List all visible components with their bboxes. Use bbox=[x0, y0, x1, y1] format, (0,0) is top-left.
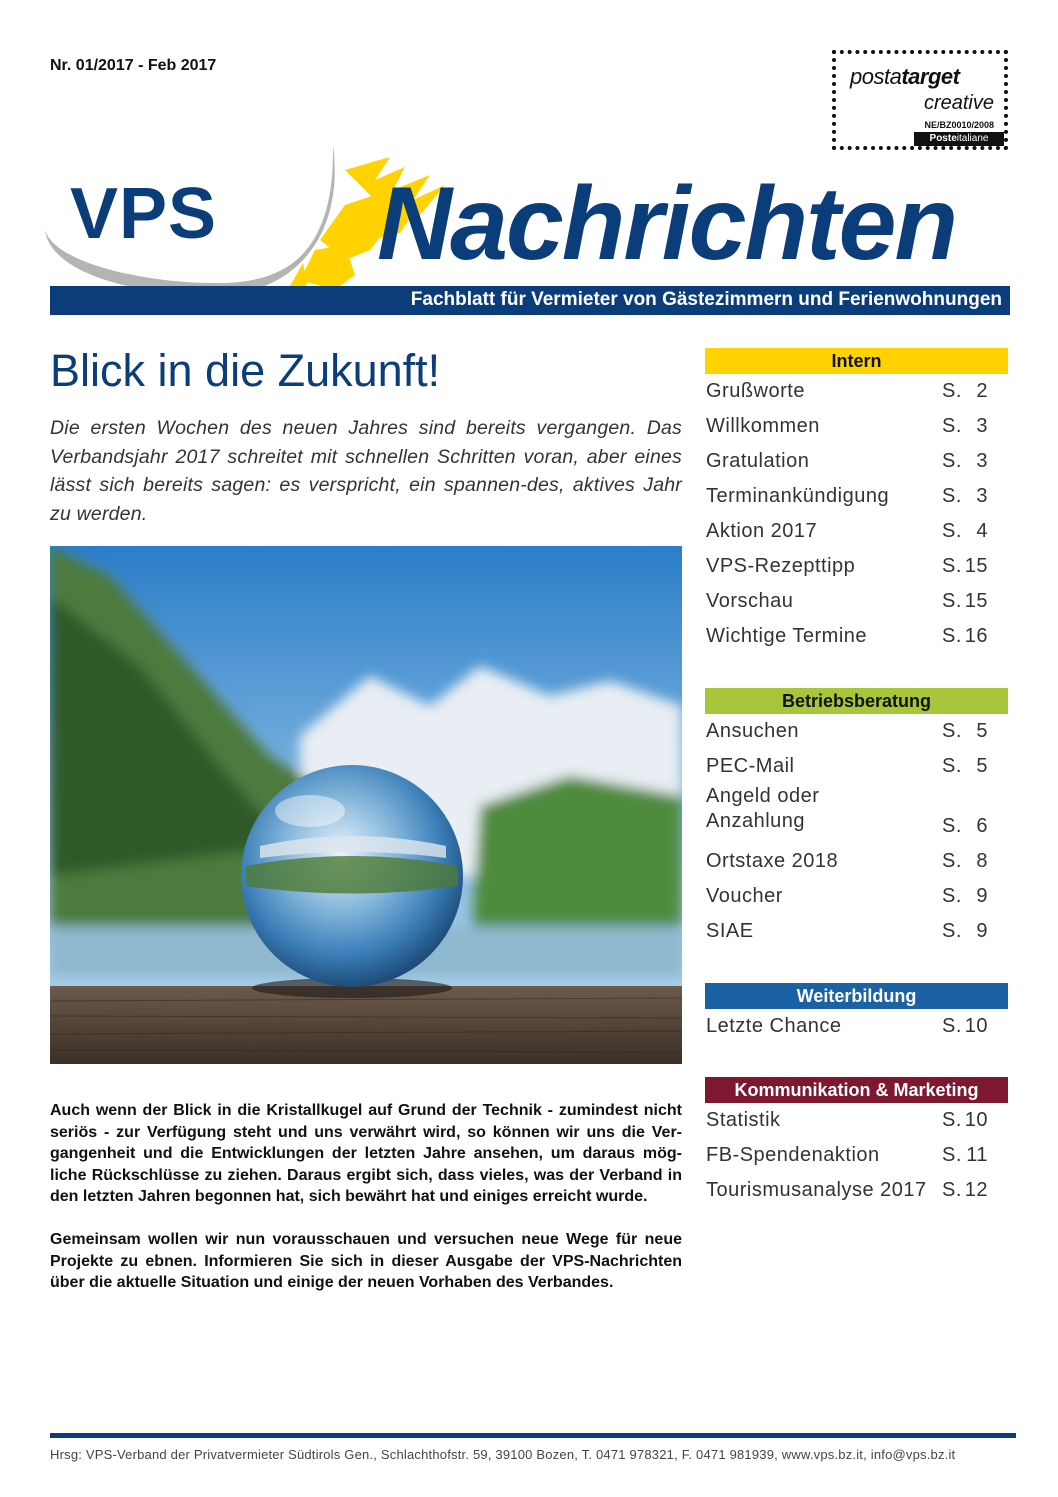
toc-section-betriebsberatung bbox=[705, 688, 1008, 949]
toc-item[interactable]: Ansuchen S. 5 bbox=[706, 720, 988, 742]
toc-item[interactable]: Grußworte S. 2 bbox=[706, 380, 988, 402]
footer-publisher: Hrsg: VPS-Verband der Privatvermieter Südtirols Gen., Schlachthofstr. 59, 39100 Bozen, T. 0471 978321, F. 0471 981939, www.vps.bz.it, info@vps.bz.it bbox=[50, 1447, 956, 1462]
toc-item[interactable]: FB-Spendenaktion S. 11 bbox=[706, 1144, 988, 1166]
toc-item[interactable]: SIAE S. 9 bbox=[706, 920, 988, 942]
toc-item[interactable]: Angeld oder Anzahlung S. 6 bbox=[706, 785, 988, 837]
masthead-title: Nachrichten bbox=[377, 166, 957, 282]
stamp-footer: Posteitaliane bbox=[914, 132, 1004, 146]
toc-item[interactable]: Wichtige Termine S. 16 bbox=[706, 625, 988, 647]
article-paragraph-2: Gemeinsam wollen wir nun vorausschauen und versuchen neue Wege für neue Projekte zu ebnen. Informieren Sie sich in dieser Ausgabe der VPS-Nachrichten über die aktuelle Situation und einige der neuen Vorhaben des Verbandes. bbox=[50, 1231, 682, 1291]
toc-item[interactable]: Gratulation S. 3 bbox=[706, 450, 988, 472]
toc-item[interactable]: PEC-Mail S. 5 bbox=[706, 755, 988, 777]
stamp-code: NE/BZ0010/2008 bbox=[924, 120, 994, 130]
toc-heading-betriebsberatung: Betriebsberatung bbox=[705, 688, 1008, 714]
toc-item[interactable]: Vorschau S. 15 bbox=[706, 590, 988, 612]
toc-heading-intern: Intern bbox=[705, 348, 1008, 374]
article-paragraph-1: Auch wenn der Blick in die Kristallkugel auf Grund der Technik - zumindest nicht seriös - zur Verfügung steht und uns verwährt wird, so können wir uns die Ver-gangenheit und die Entwicklungen der letzten Jahre ansehen, um daraus mög-liche Rückschlüsse zu ziehen. Daraus ergibt sich, dass vieles, was der Verband in den letzten Jahren begonnen hat, sich bewährt hat und einiges erreicht wurde. bbox=[50, 1102, 682, 1205]
toc-item[interactable]: Voucher S. 9 bbox=[706, 885, 988, 907]
footer-divider bbox=[50, 1433, 1016, 1438]
stamp-brand: postatarget bbox=[850, 64, 960, 89]
masthead bbox=[45, 145, 1010, 320]
vps-logo: VPS bbox=[70, 174, 218, 254]
article-headline: Blick in die Zukunft! bbox=[50, 345, 441, 396]
masthead-bar bbox=[50, 286, 1010, 315]
masthead-subtitle: Fachblatt für Vermieter von Gästezimmern und Ferienwohnungen bbox=[410, 289, 1002, 310]
toc-item[interactable]: VPS-Rezepttipp S. 15 bbox=[706, 555, 988, 577]
toc-section-kommunikation bbox=[705, 1077, 1008, 1208]
toc-item[interactable]: Letzte Chance S. 10 bbox=[706, 1015, 988, 1037]
toc-item[interactable]: Ortstaxe 2018 S. 8 bbox=[706, 850, 988, 872]
crystal-ball-photo bbox=[50, 546, 682, 1064]
toc-heading-kommunikation: Kommunikation & Marketing bbox=[705, 1077, 1008, 1103]
issue-number: Nr. 01/2017 - Feb 2017 bbox=[50, 57, 217, 74]
article-lead: Die ersten Wochen des neuen Jahres sind bereits vergangen. Das Verbandsjahr 2017 schreitet mit schnellen Schritten voran, aber eines lässt sich bereits sagen: es verspricht, ein spannen-des, aktives Jahr zu werden. bbox=[50, 417, 682, 525]
toc-section-intern bbox=[705, 348, 1008, 654]
toc-item[interactable]: Tourismusanalyse 2017 S. 12 bbox=[706, 1179, 988, 1201]
stamp-sub: creative bbox=[923, 92, 994, 114]
toc-heading-weiterbildung: Weiterbildung bbox=[705, 983, 1008, 1009]
toc-item[interactable]: Willkommen S. 3 bbox=[706, 415, 988, 437]
toc-item[interactable]: Aktion 2017 S. 4 bbox=[706, 520, 988, 542]
postage-stamp bbox=[832, 50, 1008, 150]
toc-section-weiterbildung bbox=[705, 983, 1008, 1044]
toc-item[interactable]: Terminankündigung S. 3 bbox=[706, 485, 988, 507]
toc-item[interactable]: Statistik S. 10 bbox=[706, 1109, 988, 1131]
